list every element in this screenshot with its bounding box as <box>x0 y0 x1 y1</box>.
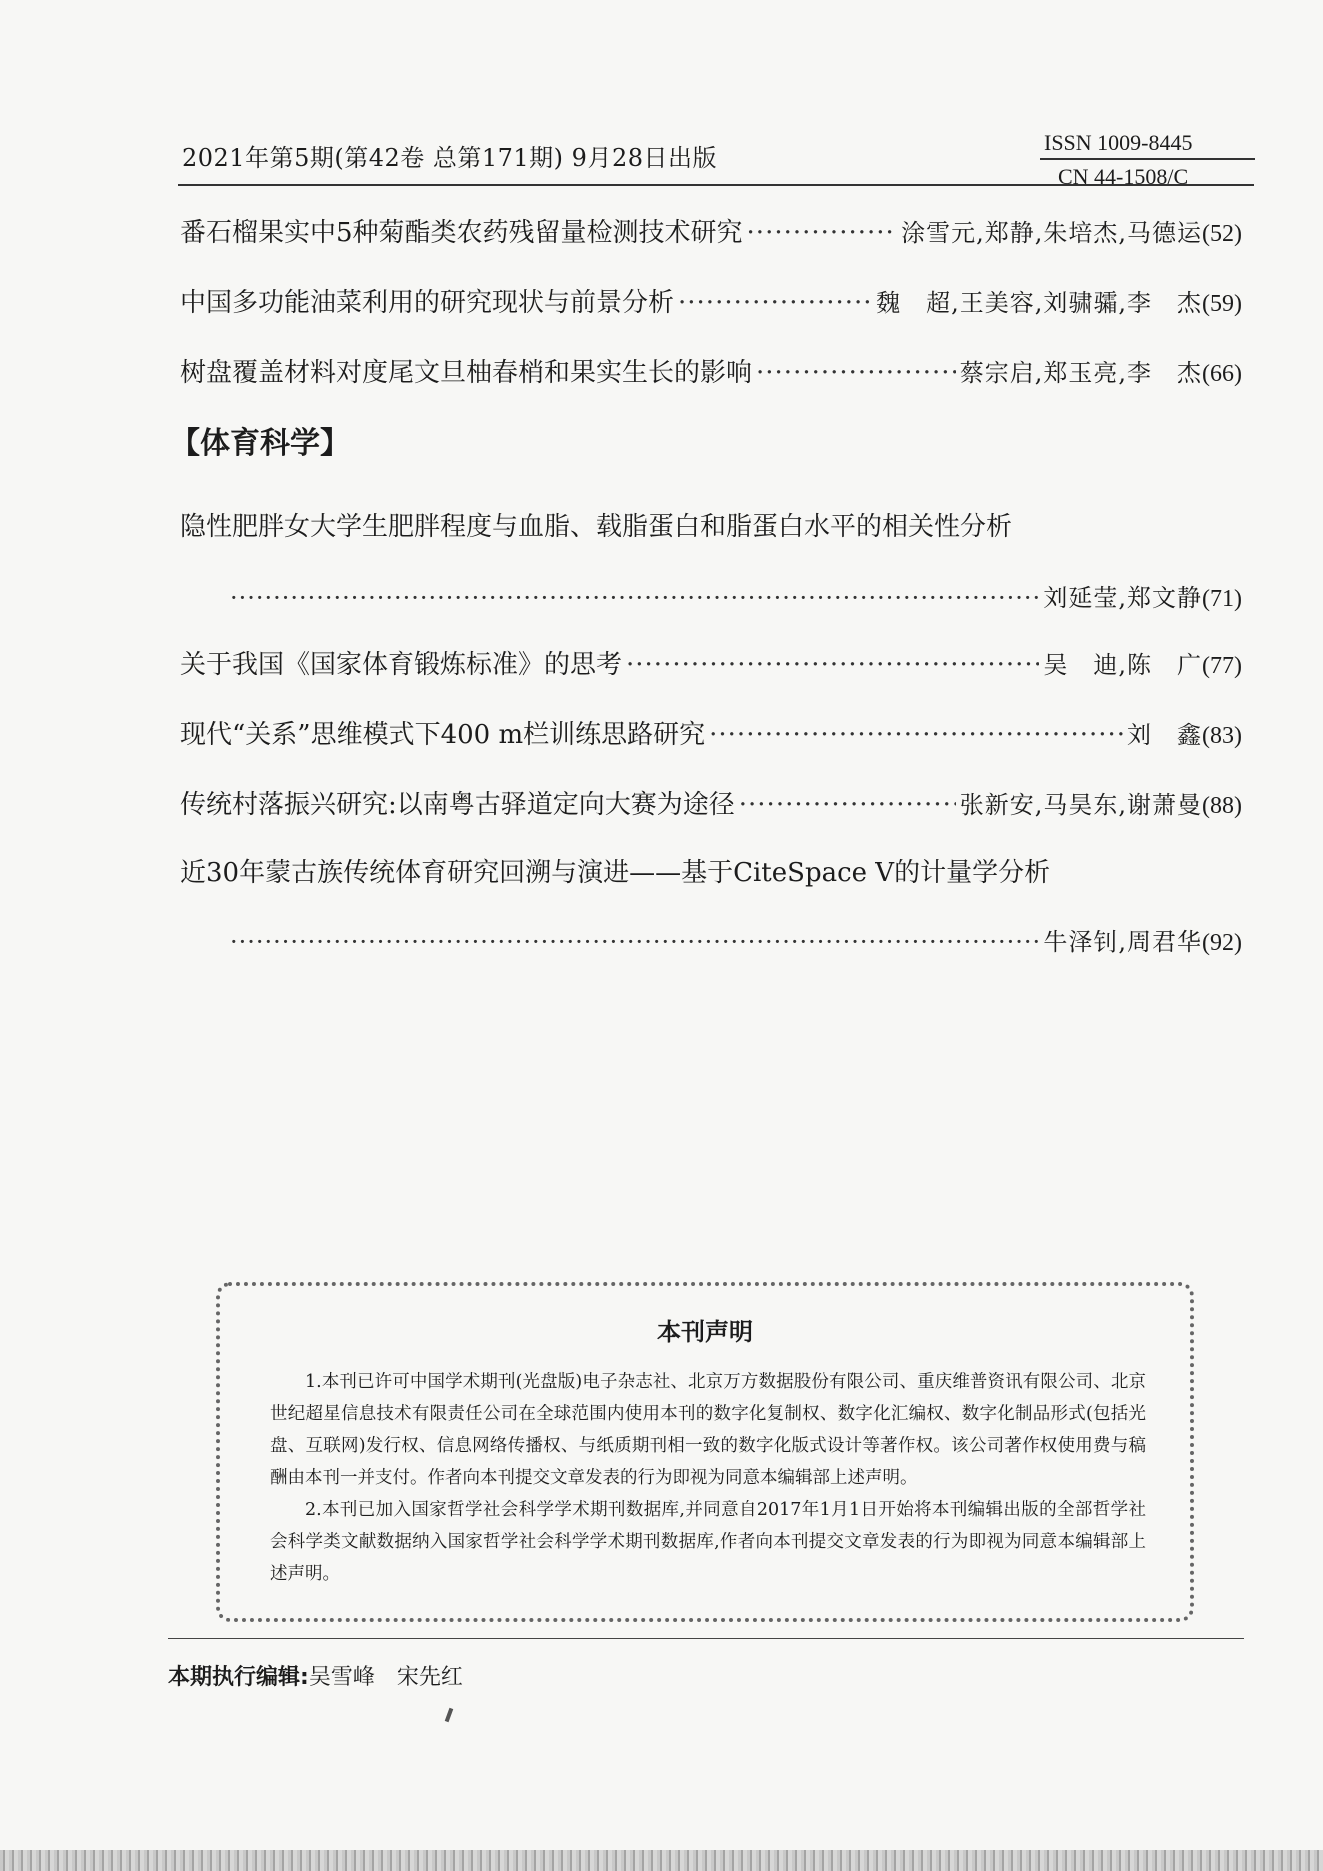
toc-authors: 刘延莹,郑文静 <box>1043 584 1203 612</box>
toc-entry[interactable] <box>180 352 1242 389</box>
issn-number: ISSN 1009-8445 <box>1040 130 1255 160</box>
issn-block <box>1040 130 1255 190</box>
toc-authors: 牛泽钊,周君华 <box>1043 928 1203 956</box>
leader-dots <box>756 358 956 388</box>
leader-dots <box>747 218 898 248</box>
toc-authors: 涂雪元,郑静,朱培杰,马德运 <box>901 219 1203 247</box>
toc-page: (66) <box>1202 361 1242 387</box>
leader-dots <box>709 720 1123 750</box>
toc-page: (71) <box>1202 586 1242 612</box>
leader-dots <box>230 928 1039 956</box>
notice-box <box>216 1282 1194 1622</box>
footer-rule <box>168 1638 1244 1639</box>
toc-page: (52) <box>1202 221 1242 247</box>
editors-names: 吴雪峰 宋先红 <box>308 1665 463 1690</box>
toc-title: 树盘覆盖材料对度尾文旦柚春梢和果实生长的影响 <box>180 358 753 388</box>
toc-authors: 吴 迪,陈 广 <box>1043 651 1203 679</box>
section-heading: 【体育科学】 <box>170 426 350 461</box>
toc-entry[interactable] <box>180 644 1242 681</box>
toc-title: 番石榴果实中5种菊酯类农药残留量检测技术研究 <box>180 218 743 248</box>
leader-dots <box>626 650 1039 680</box>
toc-entry-continuation[interactable] <box>230 922 1242 957</box>
toc-title: 关于我国《国家体育锻炼标准》的思考 <box>180 650 623 680</box>
header-rule <box>178 184 1254 186</box>
issue-info: 2021年第5期(第42卷 总第171期) 9月28日出版 <box>182 144 717 172</box>
cn-number: CN 44-1508/C <box>1058 164 1189 189</box>
toc-authors: 蔡宗启,郑玉亮,李 杰 <box>959 359 1203 387</box>
editors-label: 本期执行编辑: <box>168 1665 309 1690</box>
executive-editors <box>168 1660 463 1691</box>
toc-page: (77) <box>1202 653 1242 679</box>
toc-entry[interactable] <box>180 282 1242 319</box>
notice-title: 本刊声明 <box>657 1318 753 1346</box>
toc-title[interactable]: 隐性肥胖女大学生肥胖程度与血脂、载脂蛋白和脂蛋白水平的相关性分析 <box>180 512 1013 542</box>
toc-page: (88) <box>1202 793 1242 819</box>
leader-dots <box>678 288 872 318</box>
leader-dots <box>230 584 1039 612</box>
toc-authors: 张新安,马昊东,谢萧曼 <box>959 791 1203 819</box>
toc-page: (92) <box>1202 930 1242 956</box>
notice-body <box>270 1366 1146 1590</box>
toc-title[interactable]: 近30年蒙古族传统体育研究回溯与演进——基于CiteSpace Ⅴ的计量学分析 <box>180 858 1051 888</box>
notice-paragraph-2: 2.本刊已加入国家哲学社会科学学术期刊数据库,并同意自2017年1月1日开始将本刊编辑出版的全部哲学社会科学类文献数据纳入国家哲学社会科学学术期刊数据库,作者向本刊提交文章发表的行为即视为同意本编辑部上述声明。 <box>270 1500 1146 1584</box>
notice-paragraph-1: 1.本刊已许可中国学术期刊(光盘版)电子杂志社、北京万方数据股份有限公司、重庆维普资讯有限公司、北京世纪超星信息技术有限责任公司在全球范围内使用本刊的数字化复制权、数字化汇编权、数字化制品形式(包括光盘、互联网)发行权、信息网络传播权、与纸质期刊相一致的数字化版式设计等著作权。该公司著作权使用费与稿酬由本刊一并支付。作者向本刊提交文章发表的行为即视为同意本编辑部上述声明。 <box>270 1372 1146 1488</box>
toc-entry[interactable] <box>180 212 1242 249</box>
toc-title: 中国多功能油菜利用的研究现状与前景分析 <box>180 288 675 318</box>
toc-title: 传统村落振兴研究:以南粤古驿道定向大赛为途径 <box>180 790 735 820</box>
toc-page: (59) <box>1202 291 1242 317</box>
toc-page: (83) <box>1202 723 1242 749</box>
toc-entry[interactable] <box>180 714 1242 751</box>
toc-authors: 魏 超,王美容,刘骕骦,李 杰 <box>876 289 1203 317</box>
scan-speck <box>445 1708 454 1723</box>
leader-dots <box>739 790 956 820</box>
toc-title: 现代“关系”思维模式下400 m栏训练思路研究 <box>180 720 706 750</box>
toc-entry-continuation[interactable] <box>230 578 1242 613</box>
toc-entry[interactable] <box>180 784 1242 821</box>
scan-edge <box>0 1850 1323 1871</box>
toc-authors: 刘 鑫 <box>1127 721 1203 749</box>
